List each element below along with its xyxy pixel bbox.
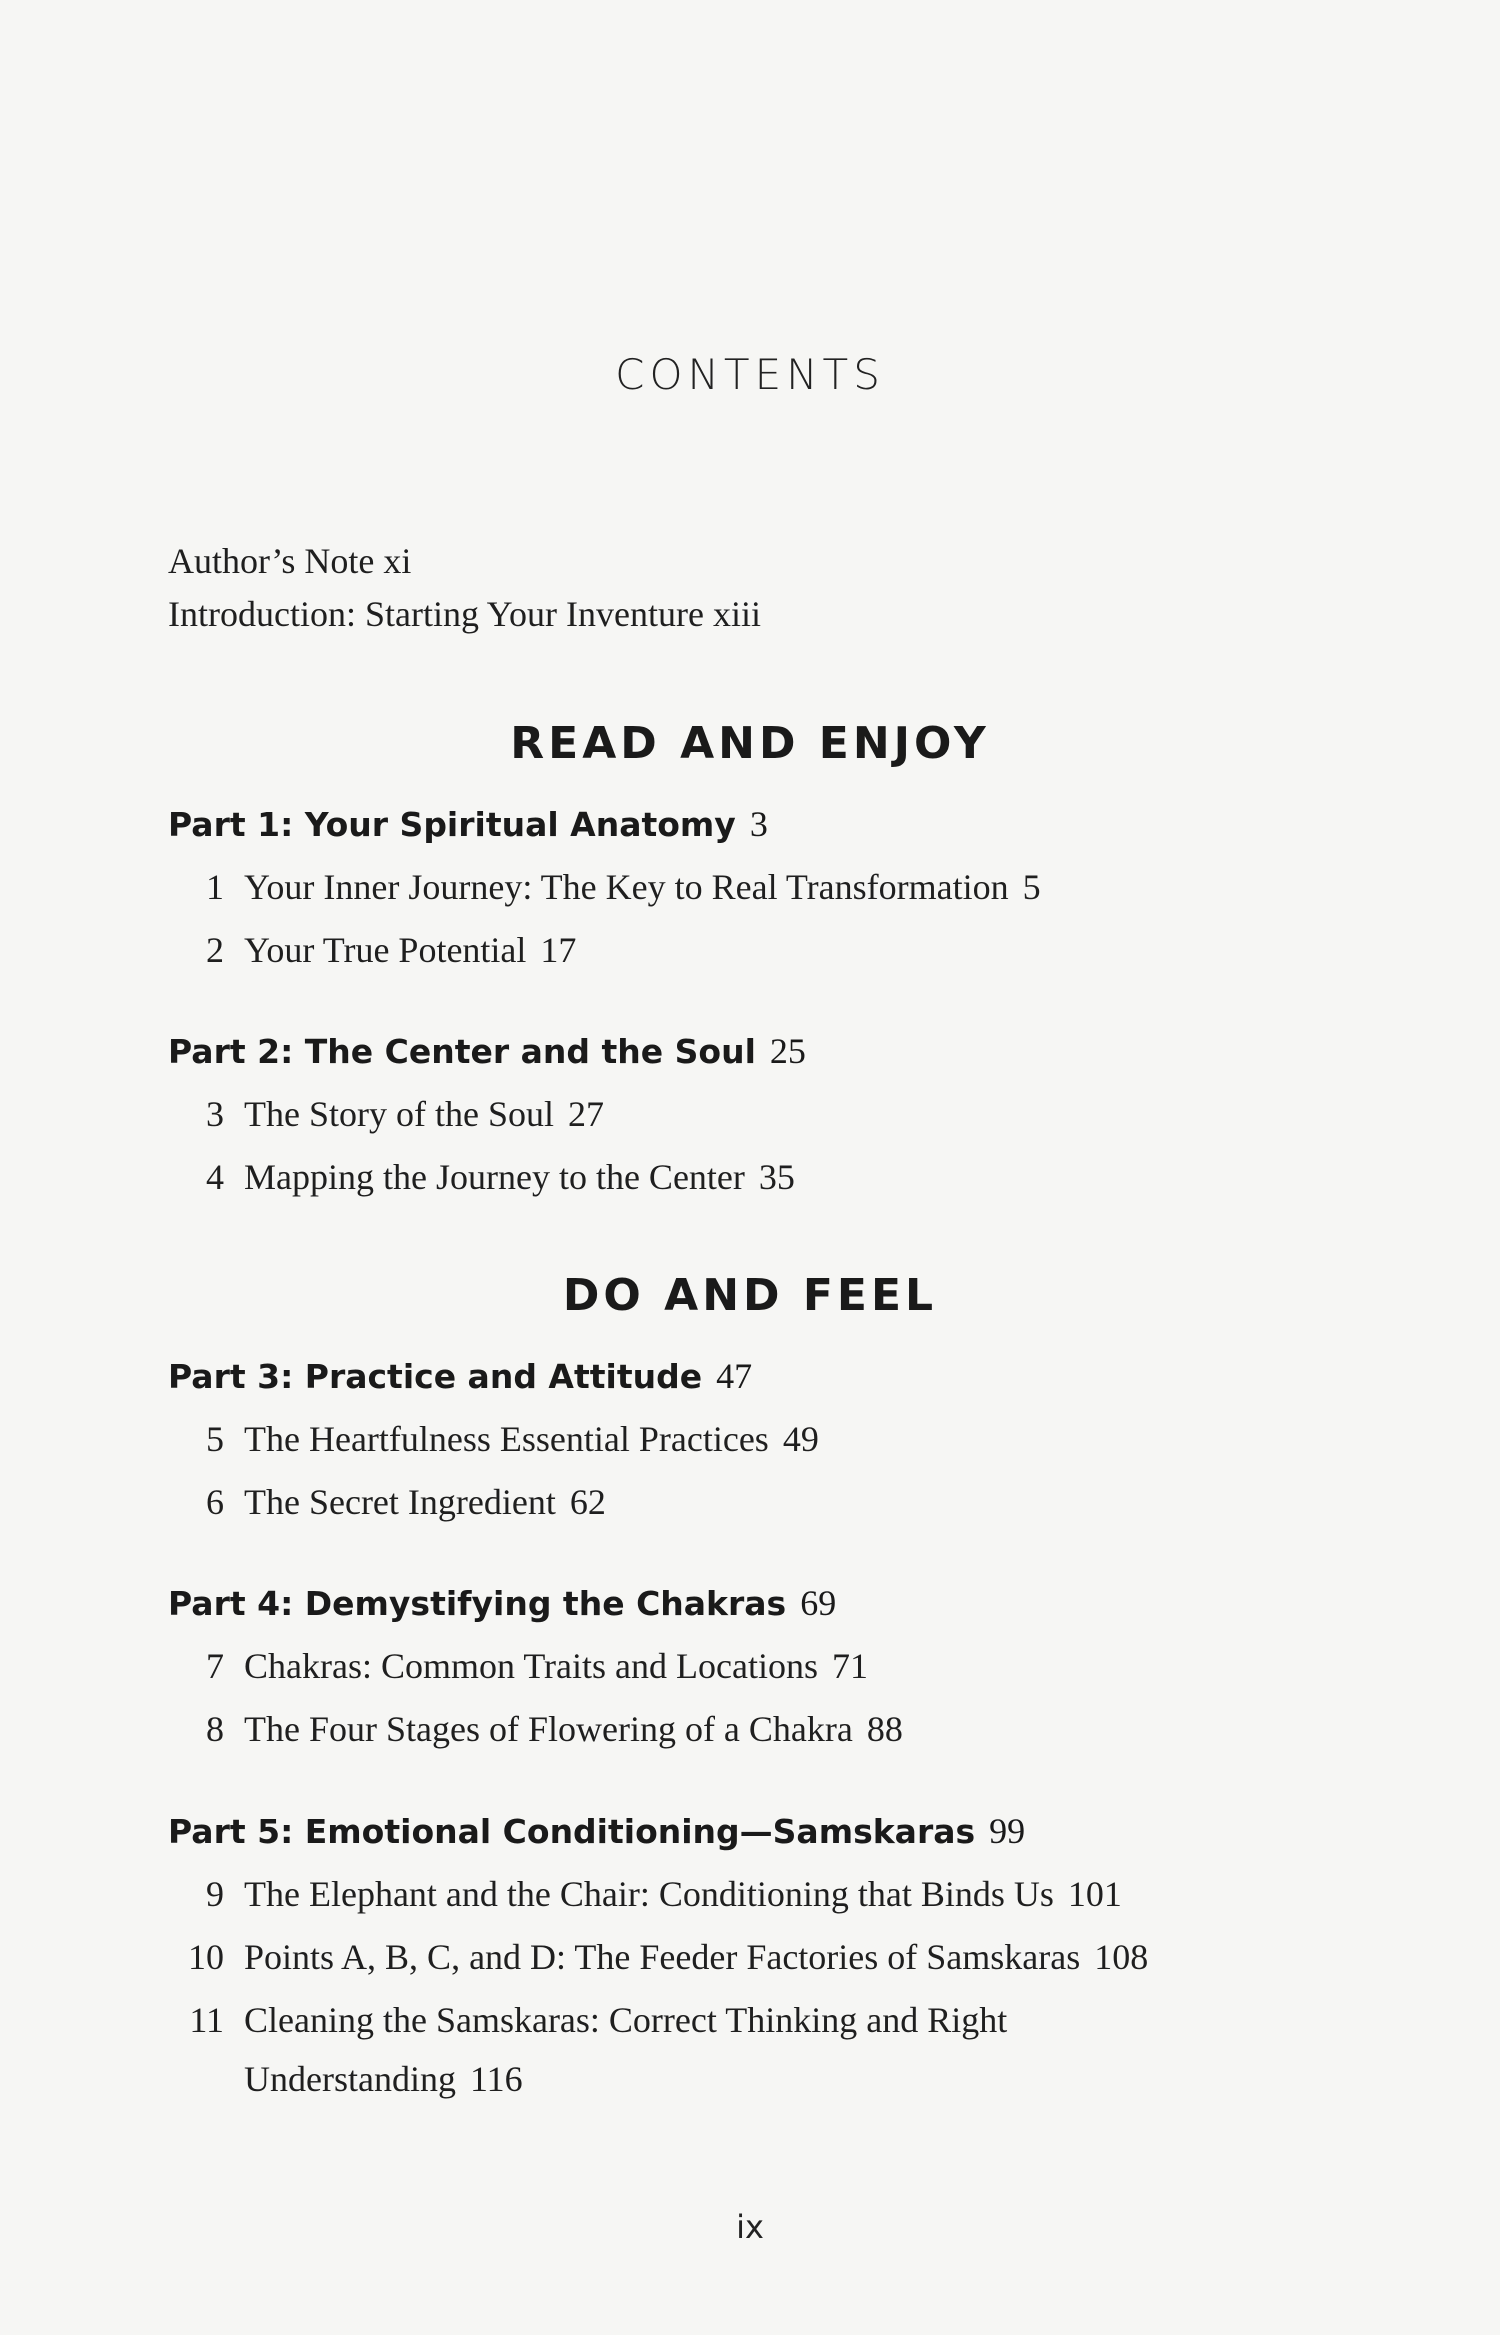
chapter-title: Cleaning the Samskaras: Correct Thinking and Right bbox=[244, 2000, 1008, 2040]
chapter-page: 108 bbox=[1094, 1937, 1149, 1977]
chapter-title: The Elephant and the Chair: Conditioning that Binds Us bbox=[244, 1874, 1054, 1914]
part-page: 69 bbox=[800, 1583, 837, 1623]
part-heading bbox=[168, 1030, 806, 1072]
chapter-page: 17 bbox=[540, 930, 577, 970]
chapter-entry bbox=[168, 1156, 1318, 1198]
chapter-number: 11 bbox=[189, 2000, 224, 2040]
part-title: Part 1: Your Spiritual Anatomy bbox=[168, 805, 736, 844]
chapter-title: Your Inner Journey: The Key to Real Transformation bbox=[244, 867, 1009, 907]
page-title: CONTENTS bbox=[615, 350, 885, 399]
part-page: 3 bbox=[749, 804, 768, 844]
chapter-page: 101 bbox=[1067, 1874, 1122, 1914]
chapter-number: 4 bbox=[206, 1157, 224, 1197]
chapter-page: 62 bbox=[569, 1482, 606, 1522]
chapter-title: Chakras: Common Traits and Locations bbox=[244, 1646, 818, 1686]
part-title: Part 2: The Center and the Soul bbox=[168, 1032, 756, 1071]
chapter-title: Points A, B, C, and D: The Feeder Factories of Samskaras bbox=[244, 1937, 1081, 1977]
chapter-number: 7 bbox=[206, 1646, 224, 1686]
chapter-number: 3 bbox=[206, 1094, 224, 1134]
chapter-page: 116 bbox=[469, 2059, 523, 2099]
part-page: 99 bbox=[989, 1811, 1026, 1851]
chapter-entry bbox=[168, 1708, 1318, 1750]
chapter-title: Your True Potential bbox=[244, 930, 527, 970]
chapter-title-continued: Understanding bbox=[244, 2059, 456, 2099]
entry-title: Introduction: Starting Your Inventure bbox=[168, 594, 704, 634]
chapter-entry bbox=[168, 1999, 1318, 2041]
chapter-entry bbox=[168, 1093, 1318, 1135]
chapter-entry bbox=[168, 1645, 1318, 1687]
front-matter-entry bbox=[168, 540, 411, 582]
entry-page: xiii bbox=[712, 594, 761, 634]
entry-title: Author’s Note bbox=[168, 541, 375, 581]
chapter-entry-continuation bbox=[244, 2058, 1394, 2100]
chapter-page: 35 bbox=[758, 1157, 795, 1197]
chapter-number: 1 bbox=[206, 867, 224, 907]
chapter-entry bbox=[168, 1936, 1318, 1978]
chapter-page: 88 bbox=[866, 1709, 903, 1749]
part-heading bbox=[168, 1810, 1025, 1852]
chapter-title: The Story of the Soul bbox=[244, 1094, 554, 1134]
part-heading bbox=[168, 1582, 836, 1624]
section-heading: DO AND FEEL bbox=[562, 1270, 938, 1321]
chapter-entry bbox=[168, 1418, 1318, 1460]
part-heading bbox=[168, 803, 768, 845]
entry-page: xi bbox=[383, 541, 412, 581]
front-matter-entry bbox=[168, 593, 761, 635]
section-heading: READ AND ENJOY bbox=[510, 718, 990, 769]
chapter-title: The Four Stages of Flowering of a Chakra bbox=[244, 1709, 853, 1749]
part-title: Part 5: Emotional Conditioning—Samskaras bbox=[168, 1812, 976, 1851]
chapter-page: 71 bbox=[831, 1646, 868, 1686]
chapter-number: 2 bbox=[206, 930, 224, 970]
chapter-number: 6 bbox=[206, 1482, 224, 1522]
chapter-number: 5 bbox=[206, 1419, 224, 1459]
chapter-number: 10 bbox=[188, 1937, 224, 1977]
chapter-title: Mapping the Journey to the Center bbox=[244, 1157, 745, 1197]
chapter-entry bbox=[168, 929, 1318, 971]
chapter-entry bbox=[168, 1873, 1318, 1915]
part-title: Part 4: Demystifying the Chakras bbox=[168, 1584, 787, 1623]
page-number: ix bbox=[736, 2208, 764, 2246]
part-page: 47 bbox=[716, 1356, 753, 1396]
chapter-page: 49 bbox=[782, 1419, 819, 1459]
part-heading bbox=[168, 1355, 752, 1397]
part-page: 25 bbox=[769, 1031, 806, 1071]
chapter-number: 8 bbox=[206, 1709, 224, 1749]
chapter-entry bbox=[168, 1481, 1318, 1523]
chapter-page: 27 bbox=[567, 1094, 604, 1134]
chapter-page: 5 bbox=[1022, 867, 1041, 907]
chapter-title: The Secret Ingredient bbox=[244, 1482, 556, 1522]
chapter-entry bbox=[168, 866, 1318, 908]
part-title: Part 3: Practice and Attitude bbox=[168, 1357, 703, 1396]
chapter-title: The Heartfulness Essential Practices bbox=[244, 1419, 769, 1459]
chapter-number: 9 bbox=[206, 1874, 224, 1914]
